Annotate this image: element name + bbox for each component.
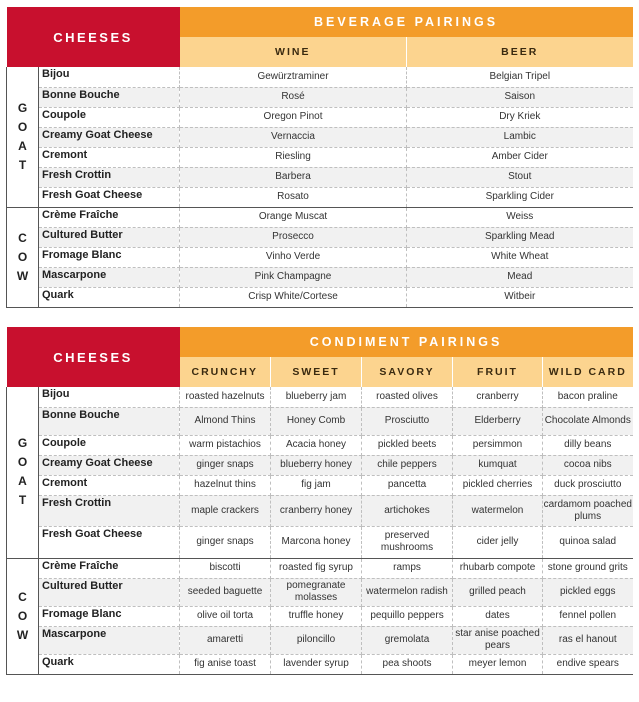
pairing-cell: Acacia honey: [271, 435, 362, 455]
pairing-cell: Prosecco: [180, 227, 407, 247]
cheese-name: Cultured Butter: [39, 578, 180, 606]
pairing-cell: cardamom poached plums: [543, 495, 633, 526]
group-letter: O: [17, 119, 28, 134]
cheese-name: Mascarpone: [39, 626, 180, 654]
pairing-cell: fennel pollen: [543, 606, 633, 626]
group-letter: A: [18, 474, 27, 489]
pairing-cell: amaretti: [180, 626, 271, 654]
beverage-pairings-table: [6, 7, 633, 308]
table-row: [7, 435, 633, 455]
table-row: [7, 495, 633, 526]
pairing-cell: Prosciutto: [362, 407, 453, 435]
pairing-cell: Sparkling Mead: [407, 227, 633, 247]
table-row: [7, 107, 633, 127]
pairing-cell: dilly beans: [543, 435, 633, 455]
table-row: [7, 407, 633, 435]
pairing-cell: endive spears: [543, 654, 633, 674]
pairing-cell: roasted olives: [362, 387, 453, 407]
pairing-cell: ramps: [362, 558, 453, 578]
pairing-cell: chile peppers: [362, 455, 453, 475]
pairing-cell: Barbera: [180, 167, 407, 187]
table-row: [7, 267, 633, 287]
group-letter: T: [18, 493, 27, 508]
pairing-cell: meyer lemon: [453, 654, 543, 674]
table-row: [7, 207, 633, 227]
cheese-name: Coupole: [39, 107, 180, 127]
pairing-cell: lavender syrup: [271, 654, 362, 674]
table-row: [7, 654, 633, 674]
table-row: [7, 526, 633, 558]
group-letter: A: [18, 138, 27, 153]
column-header-crunchy: CRUNCHY: [180, 357, 271, 387]
pairing-cell: Riesling: [180, 147, 407, 167]
pairing-cell: preserved mushrooms: [362, 526, 453, 558]
pairing-cell: bacon praline: [543, 387, 633, 407]
pairing-cell: Gewürztraminer: [180, 67, 407, 87]
cheese-name: Fresh Goat Cheese: [39, 187, 180, 207]
cheese-name: Coupole: [39, 435, 180, 455]
cheese-name: Mascarpone: [39, 267, 180, 287]
pairing-cell: ras el hanout: [543, 626, 633, 654]
table-row: [7, 227, 633, 247]
pairing-cell: blueberry jam: [271, 387, 362, 407]
group-letter: O: [17, 608, 28, 623]
pairing-cell: hazelnut thins: [180, 475, 271, 495]
table-row: [7, 167, 633, 187]
pairing-cell: Witbeir: [407, 287, 633, 307]
cheese-name: Cremont: [39, 475, 180, 495]
table-row: [7, 287, 633, 307]
condiment-pairings-table: [6, 327, 633, 675]
cheese-name: Crème Fraîche: [39, 207, 180, 227]
table-row: [7, 67, 633, 87]
cheeses-header: CHEESES: [7, 327, 180, 387]
pairing-cell: fig jam: [271, 475, 362, 495]
cheese-name: Fresh Crottin: [39, 167, 180, 187]
pairing-cell: pickled cherries: [453, 475, 543, 495]
cheeses-header: CHEESES: [7, 7, 180, 67]
pairing-cell: warm pistachios: [180, 435, 271, 455]
pairing-cell: duck prosciutto: [543, 475, 633, 495]
cheese-name: Bijou: [39, 67, 180, 87]
pairing-cell: biscotti: [180, 558, 271, 578]
table-row: [7, 247, 633, 267]
pairing-cell: Sparkling Cider: [407, 187, 633, 207]
pairing-cell: star anise poached pears: [453, 626, 543, 654]
pairing-cell: Mead: [407, 267, 633, 287]
group-letter: W: [16, 627, 29, 642]
pairing-cell: pickled beets: [362, 435, 453, 455]
pairing-cell: artichokes: [362, 495, 453, 526]
group-label: [7, 387, 39, 558]
beverage-pairings-title: BEVERAGE PAIRINGS: [180, 7, 633, 37]
table-row: [7, 187, 633, 207]
pairing-cell: pancetta: [362, 475, 453, 495]
pairing-cell: pickled eggs: [543, 578, 633, 606]
table-row: [7, 475, 633, 495]
group-letter: O: [17, 249, 28, 264]
pairing-cell: Orange Muscat: [180, 207, 407, 227]
column-header-sweet: SWEET: [271, 357, 362, 387]
pairing-cell: Oregon Pinot: [180, 107, 407, 127]
pairing-cell: grilled peach: [453, 578, 543, 606]
pairing-cell: roasted fig syrup: [271, 558, 362, 578]
beverage-table-body: [7, 67, 633, 307]
table-row: [7, 127, 633, 147]
pairing-cell: Pink Champagne: [180, 267, 407, 287]
cheese-name: Creamy Goat Cheese: [39, 455, 180, 475]
pairing-cell: kumquat: [453, 455, 543, 475]
group-letter: C: [18, 589, 27, 604]
pairing-cell: roasted hazelnuts: [180, 387, 271, 407]
pairing-cell: Dry Kriek: [407, 107, 633, 127]
pairing-cell: stone ground grits: [543, 558, 633, 578]
pairing-cell: rhubarb compote: [453, 558, 543, 578]
pairing-cell: fig anise toast: [180, 654, 271, 674]
cheese-name: Fresh Crottin: [39, 495, 180, 526]
table-row: [7, 387, 633, 407]
pairing-cell: Stout: [407, 167, 633, 187]
pairing-cell: Almond Thins: [180, 407, 271, 435]
pairing-cell: pea shoots: [362, 654, 453, 674]
group-letter: O: [17, 455, 28, 470]
pairing-cell: cider jelly: [453, 526, 543, 558]
group-label: [7, 558, 39, 674]
cheese-name: Fresh Goat Cheese: [39, 526, 180, 558]
cheese-name: Fromage Blanc: [39, 606, 180, 626]
group-letter: W: [16, 268, 29, 283]
column-header-fruit: FRUIT: [453, 357, 543, 387]
table-row: [7, 606, 633, 626]
pairing-cell: White Wheat: [407, 247, 633, 267]
group-label: [7, 207, 39, 307]
pairing-cell: piloncillo: [271, 626, 362, 654]
pairing-cell: ginger snaps: [180, 526, 271, 558]
pairing-cell: blueberry honey: [271, 455, 362, 475]
pairing-cell: Marcona honey: [271, 526, 362, 558]
pairing-cell: Vinho Verde: [180, 247, 407, 267]
cheese-name: Cremont: [39, 147, 180, 167]
pairing-cell: ginger snaps: [180, 455, 271, 475]
table-row: [7, 455, 633, 475]
group-label: [7, 67, 39, 207]
table-row: [7, 626, 633, 654]
pairing-cell: cocoa nibs: [543, 455, 633, 475]
pairing-cell: Saison: [407, 87, 633, 107]
table-row: [7, 558, 633, 578]
pairing-cell: olive oil torta: [180, 606, 271, 626]
column-header-wild-card: WILD CARD: [543, 357, 633, 387]
condiment-table-body: [7, 387, 633, 674]
pairing-cell: Belgian Tripel: [407, 67, 633, 87]
pairing-cell: Vernaccia: [180, 127, 407, 147]
pairing-cell: Rosé: [180, 87, 407, 107]
cheese-name: Creamy Goat Cheese: [39, 127, 180, 147]
pairing-cell: pomegranate molasses: [271, 578, 362, 606]
pairing-cell: watermelon radish: [362, 578, 453, 606]
group-letter: C: [18, 230, 27, 245]
group-letter: G: [17, 100, 28, 115]
pairing-cell: Weiss: [407, 207, 633, 227]
pairing-cell: pequillo peppers: [362, 606, 453, 626]
column-header-wine: WINE: [180, 37, 407, 67]
pairing-cell: seeded baguette: [180, 578, 271, 606]
cheese-name: Fromage Blanc: [39, 247, 180, 267]
pairing-cell: Amber Cider: [407, 147, 633, 167]
table-row: [7, 87, 633, 107]
cheese-name: Quark: [39, 287, 180, 307]
pairing-cell: persimmon: [453, 435, 543, 455]
pairing-cell: quinoa salad: [543, 526, 633, 558]
pairing-cell: truffle honey: [271, 606, 362, 626]
pairing-cell: cranberry: [453, 387, 543, 407]
cheese-name: Cultured Butter: [39, 227, 180, 247]
pairing-cell: Crisp White/Cortese: [180, 287, 407, 307]
pairing-cell: maple crackers: [180, 495, 271, 526]
cheese-name: Bonne Bouche: [39, 407, 180, 435]
pairing-cell: watermelon: [453, 495, 543, 526]
pairing-cell: Elderberry: [453, 407, 543, 435]
table-row: [7, 147, 633, 167]
column-header-beer: BEER: [407, 37, 633, 67]
cheese-name: Crème Fraîche: [39, 558, 180, 578]
pairing-cell: Rosato: [180, 187, 407, 207]
condiment-pairings-title: CONDIMENT PAIRINGS: [180, 327, 633, 357]
cheese-name: Quark: [39, 654, 180, 674]
group-letter: G: [17, 436, 28, 451]
table-row: [7, 578, 633, 606]
pairing-cell: gremolata: [362, 626, 453, 654]
cheese-name: Bijou: [39, 387, 180, 407]
pairing-cell: cranberry honey: [271, 495, 362, 526]
pairing-cell: dates: [453, 606, 543, 626]
cheese-name: Bonne Bouche: [39, 87, 180, 107]
pairing-cell: Chocolate Almonds: [543, 407, 633, 435]
group-letter: T: [18, 157, 27, 172]
pairing-cell: Lambic: [407, 127, 633, 147]
column-header-savory: SAVORY: [362, 357, 453, 387]
pairing-cell: Honey Comb: [271, 407, 362, 435]
